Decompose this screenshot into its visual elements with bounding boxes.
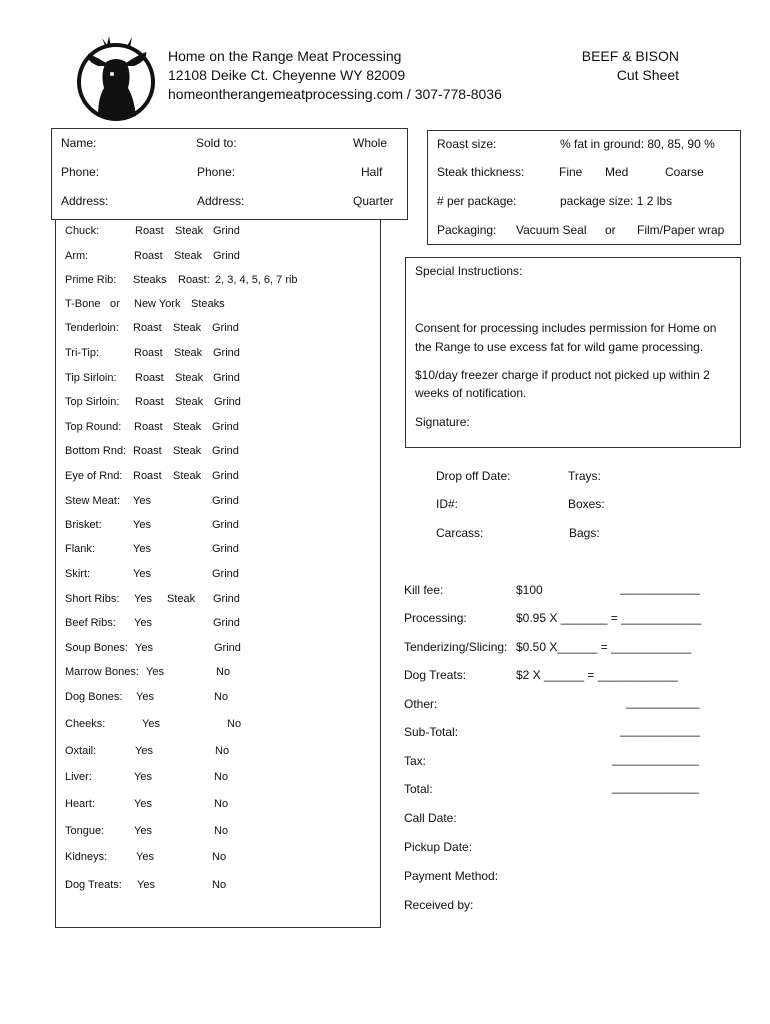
cut-name: Top Sirloin: xyxy=(65,396,120,408)
cut-option[interactable]: No xyxy=(214,691,229,703)
cut-option[interactable]: Steak xyxy=(173,470,202,482)
tax-label: Tax: xyxy=(404,754,427,768)
company-web-phone: homeontherangemeatprocessing.com / 307-778-8036 xyxy=(168,86,502,102)
jackalope-logo-icon xyxy=(76,36,156,126)
cut-option[interactable]: Yes xyxy=(133,495,151,507)
cut-name: Skirt: xyxy=(65,568,91,580)
cut-option[interactable]: Steak xyxy=(174,347,203,359)
cut-name: Prime Rib: xyxy=(65,274,117,286)
cut-option[interactable]: Roast xyxy=(135,396,164,408)
cut-option[interactable]: Steak xyxy=(175,225,204,237)
received-by-label: Received by: xyxy=(404,898,474,912)
packaging-film[interactable]: Film/Paper wrap xyxy=(637,223,725,237)
cut-option[interactable]: Roast xyxy=(133,322,162,334)
cut-name: Tip Sirloin: xyxy=(65,372,117,384)
per-package-label: # per package: xyxy=(437,194,517,208)
consent-line-2: the Range to use excess fat for wild game processing. xyxy=(415,340,704,354)
cut-option[interactable]: Grind xyxy=(213,617,240,629)
cut-option[interactable]: Yes xyxy=(134,825,152,837)
cut-name: Soup Bones: xyxy=(65,642,128,654)
cut-option[interactable]: Yes xyxy=(136,691,154,703)
payment-method-label: Payment Method: xyxy=(404,869,499,883)
cut-option[interactable]: Steaks xyxy=(133,274,167,286)
cut-option[interactable]: Roast xyxy=(134,347,163,359)
cut-option[interactable]: Steaks xyxy=(191,298,225,310)
cut-option[interactable]: Yes xyxy=(134,798,152,810)
cut-name: Heart: xyxy=(65,798,95,810)
cut-name: Dog Treats: xyxy=(65,879,122,891)
doc-type: BEEF & BISON xyxy=(581,48,679,64)
cut-option[interactable]: Steak xyxy=(175,372,204,384)
cut-option[interactable]: Grind xyxy=(214,396,241,408)
kill-fee-label: Kill fee: xyxy=(404,583,444,597)
packaging-label: Packaging: xyxy=(437,223,497,237)
cut-option[interactable]: Yes xyxy=(137,879,155,891)
cut-name: Kidneys: xyxy=(65,851,108,863)
cut-option[interactable]: Yes xyxy=(146,666,164,678)
cut-option[interactable]: Steak xyxy=(173,421,202,433)
consent-line-1: Consent for processing includes permission for Home on xyxy=(415,321,717,335)
cut-name: Oxtail: xyxy=(65,745,97,757)
cut-name: T-Bone xyxy=(65,298,101,310)
drop-off-date-label: Drop off Date: xyxy=(436,469,511,483)
phone-label: Phone: xyxy=(61,165,100,179)
sold-phone-label: Phone: xyxy=(197,165,236,179)
cut-option[interactable]: Roast xyxy=(134,421,163,433)
roast-size-label: Roast size: xyxy=(437,137,497,151)
cut-option[interactable]: Roast xyxy=(133,470,162,482)
cut-option[interactable]: Grind xyxy=(214,642,241,654)
cut-name: Tenderloin: xyxy=(65,322,119,334)
size-whole[interactable]: Whole xyxy=(353,136,388,150)
cut-option[interactable]: Yes xyxy=(136,851,154,863)
cut-option[interactable]: Roast: xyxy=(178,274,210,286)
freezer-line-1: $10/day freezer charge if product not picked up within 2 xyxy=(415,368,710,382)
company-name: Home on the Range Meat Processing xyxy=(168,48,402,64)
cut-option[interactable]: Yes xyxy=(134,593,152,605)
total-line[interactable]: _____________ xyxy=(612,780,699,794)
cut-name: Short Ribs: xyxy=(65,593,120,605)
cut-option[interactable]: Yes xyxy=(142,718,160,730)
cut-name: Flank: xyxy=(65,543,95,555)
cut-name: Tongue: xyxy=(65,825,105,837)
pickup-date-label: Pickup Date: xyxy=(404,840,473,854)
name-label: Name: xyxy=(61,136,97,150)
id-label: ID#: xyxy=(436,497,459,511)
cut-option[interactable]: Yes xyxy=(133,568,151,580)
cut-option[interactable]: No xyxy=(212,879,227,891)
cut-option[interactable]: No xyxy=(214,798,229,810)
sold-to-label: Sold to: xyxy=(196,136,237,150)
sold-address-label: Address: xyxy=(197,194,245,208)
carcass-label: Carcass: xyxy=(436,526,484,540)
cut-name: Chuck: xyxy=(65,225,100,237)
cut-option[interactable]: No xyxy=(227,718,242,730)
thickness-med[interactable]: Med xyxy=(605,165,629,179)
cut-option[interactable]: Grind xyxy=(213,593,240,605)
package-size-options[interactable]: package size: 1 2 lbs xyxy=(560,194,673,208)
cut-option[interactable]: Grind xyxy=(212,568,239,580)
subtotal-label: Sub-Total: xyxy=(404,725,459,739)
size-half[interactable]: Half xyxy=(361,165,383,179)
thickness-coarse[interactable]: Coarse xyxy=(665,165,704,179)
cut-option[interactable]: Steak xyxy=(173,445,202,457)
cut-option[interactable]: Roast xyxy=(135,372,164,384)
cut-option[interactable]: Yes xyxy=(135,642,153,654)
cut-option[interactable]: Steak xyxy=(174,250,203,262)
cut-option[interactable]: Steak xyxy=(167,593,196,605)
cut-name: Stew Meat: xyxy=(65,495,121,507)
address-label: Address: xyxy=(61,194,109,208)
size-quarter[interactable]: Quarter xyxy=(353,194,394,208)
company-address: 12108 Deike Ct. Cheyenne WY 82009 xyxy=(168,67,406,83)
cut-option[interactable]: 2, 3, 4, 5, 6, 7 rib xyxy=(215,274,298,286)
cut-option[interactable]: New York xyxy=(134,298,181,310)
cut-option[interactable]: Yes xyxy=(134,771,152,783)
boxes-label: Boxes: xyxy=(568,497,605,511)
cut-option[interactable]: Grind xyxy=(212,322,239,334)
cut-option[interactable]: No xyxy=(215,745,230,757)
cut-option[interactable]: Roast xyxy=(134,250,163,262)
cut-option[interactable]: Grind xyxy=(212,421,239,433)
freezer-line-2: weeks of notification. xyxy=(415,386,527,400)
cut-option[interactable]: Roast xyxy=(133,445,162,457)
cut-option[interactable]: Steak xyxy=(173,322,202,334)
cut-option[interactable]: Grind xyxy=(212,543,239,555)
cut-name: Top Round: xyxy=(65,421,122,433)
logo xyxy=(76,36,156,126)
other-line[interactable]: ___________ xyxy=(626,695,700,709)
tenderizing-value[interactable]: $0.50 X______ = ____________ xyxy=(516,640,692,654)
cut-option[interactable]: Roast xyxy=(135,225,164,237)
packaging-vacuum[interactable]: Vacuum Seal xyxy=(516,223,587,237)
cut-option[interactable]: No xyxy=(214,771,229,783)
kill-fee-value: $100 xyxy=(516,583,543,597)
tenderizing-label: Tenderizing/Slicing: xyxy=(404,640,508,654)
cut-option[interactable]: Grind xyxy=(213,250,240,262)
cut-option[interactable]: Grind xyxy=(212,495,239,507)
cut-name: Liver: xyxy=(65,771,92,783)
cut-option[interactable]: Yes xyxy=(133,519,151,531)
thickness-fine[interactable]: Fine xyxy=(559,165,583,179)
cut-option[interactable]: No xyxy=(216,666,231,678)
cut-name: Bottom Rnd: xyxy=(65,445,127,457)
cut-name: Cheeks: xyxy=(65,718,106,730)
call-date-label: Call Date: xyxy=(404,811,457,825)
kill-fee-line[interactable]: ____________ xyxy=(620,581,701,595)
cut-name: Beef Ribs: xyxy=(65,617,116,629)
cut-option[interactable]: Grind xyxy=(212,445,239,457)
cut-option[interactable]: Grind xyxy=(213,347,240,359)
cut-name: Arm: xyxy=(65,250,89,262)
cut-name: Marrow Bones: xyxy=(65,666,139,678)
other-label: Other: xyxy=(404,697,438,711)
cut-option[interactable]: No xyxy=(212,851,227,863)
cut-option[interactable]: Grind xyxy=(212,470,239,482)
cut-name: Tri-Tip: xyxy=(65,347,100,359)
cut-option[interactable]: Grind xyxy=(213,372,240,384)
cut-option[interactable]: Steak xyxy=(175,396,204,408)
fat-ground-options[interactable]: % fat in ground: 80, 85, 90 % xyxy=(560,137,715,151)
cut-option[interactable]: No xyxy=(214,825,229,837)
cut-name: Dog Bones: xyxy=(65,691,123,703)
processing-value[interactable]: $0.95 X _______ = ____________ xyxy=(516,611,702,625)
trays-label: Trays: xyxy=(568,469,601,483)
subtotal-line[interactable]: ____________ xyxy=(620,723,701,737)
doc-title: Cut Sheet xyxy=(616,67,679,83)
bags-label: Bags: xyxy=(569,526,600,540)
steak-thickness-label: Steak thickness: xyxy=(437,165,525,179)
cut-option[interactable]: Yes xyxy=(134,617,152,629)
dog-treats-fee-value[interactable]: $2 X ______ = ____________ xyxy=(516,668,678,682)
tax-line[interactable]: _____________ xyxy=(612,752,699,766)
processing-label: Processing: xyxy=(404,611,467,625)
total-label: Total: xyxy=(404,782,433,796)
cut-name: Eye of Rnd: xyxy=(65,470,123,482)
special-title: Special Instructions: xyxy=(415,264,523,278)
cut-option[interactable]: Yes xyxy=(133,543,151,555)
cut-option[interactable]: Grind xyxy=(212,519,239,531)
cut-name: Brisket: xyxy=(65,519,102,531)
packaging-or: or xyxy=(605,223,616,237)
cut-option[interactable]: Yes xyxy=(135,745,153,757)
dog-treats-fee-label: Dog Treats: xyxy=(404,668,467,682)
cut-option[interactable]: Grind xyxy=(213,225,240,237)
signature-label: Signature: xyxy=(415,415,470,429)
cut-option: or xyxy=(110,298,120,310)
